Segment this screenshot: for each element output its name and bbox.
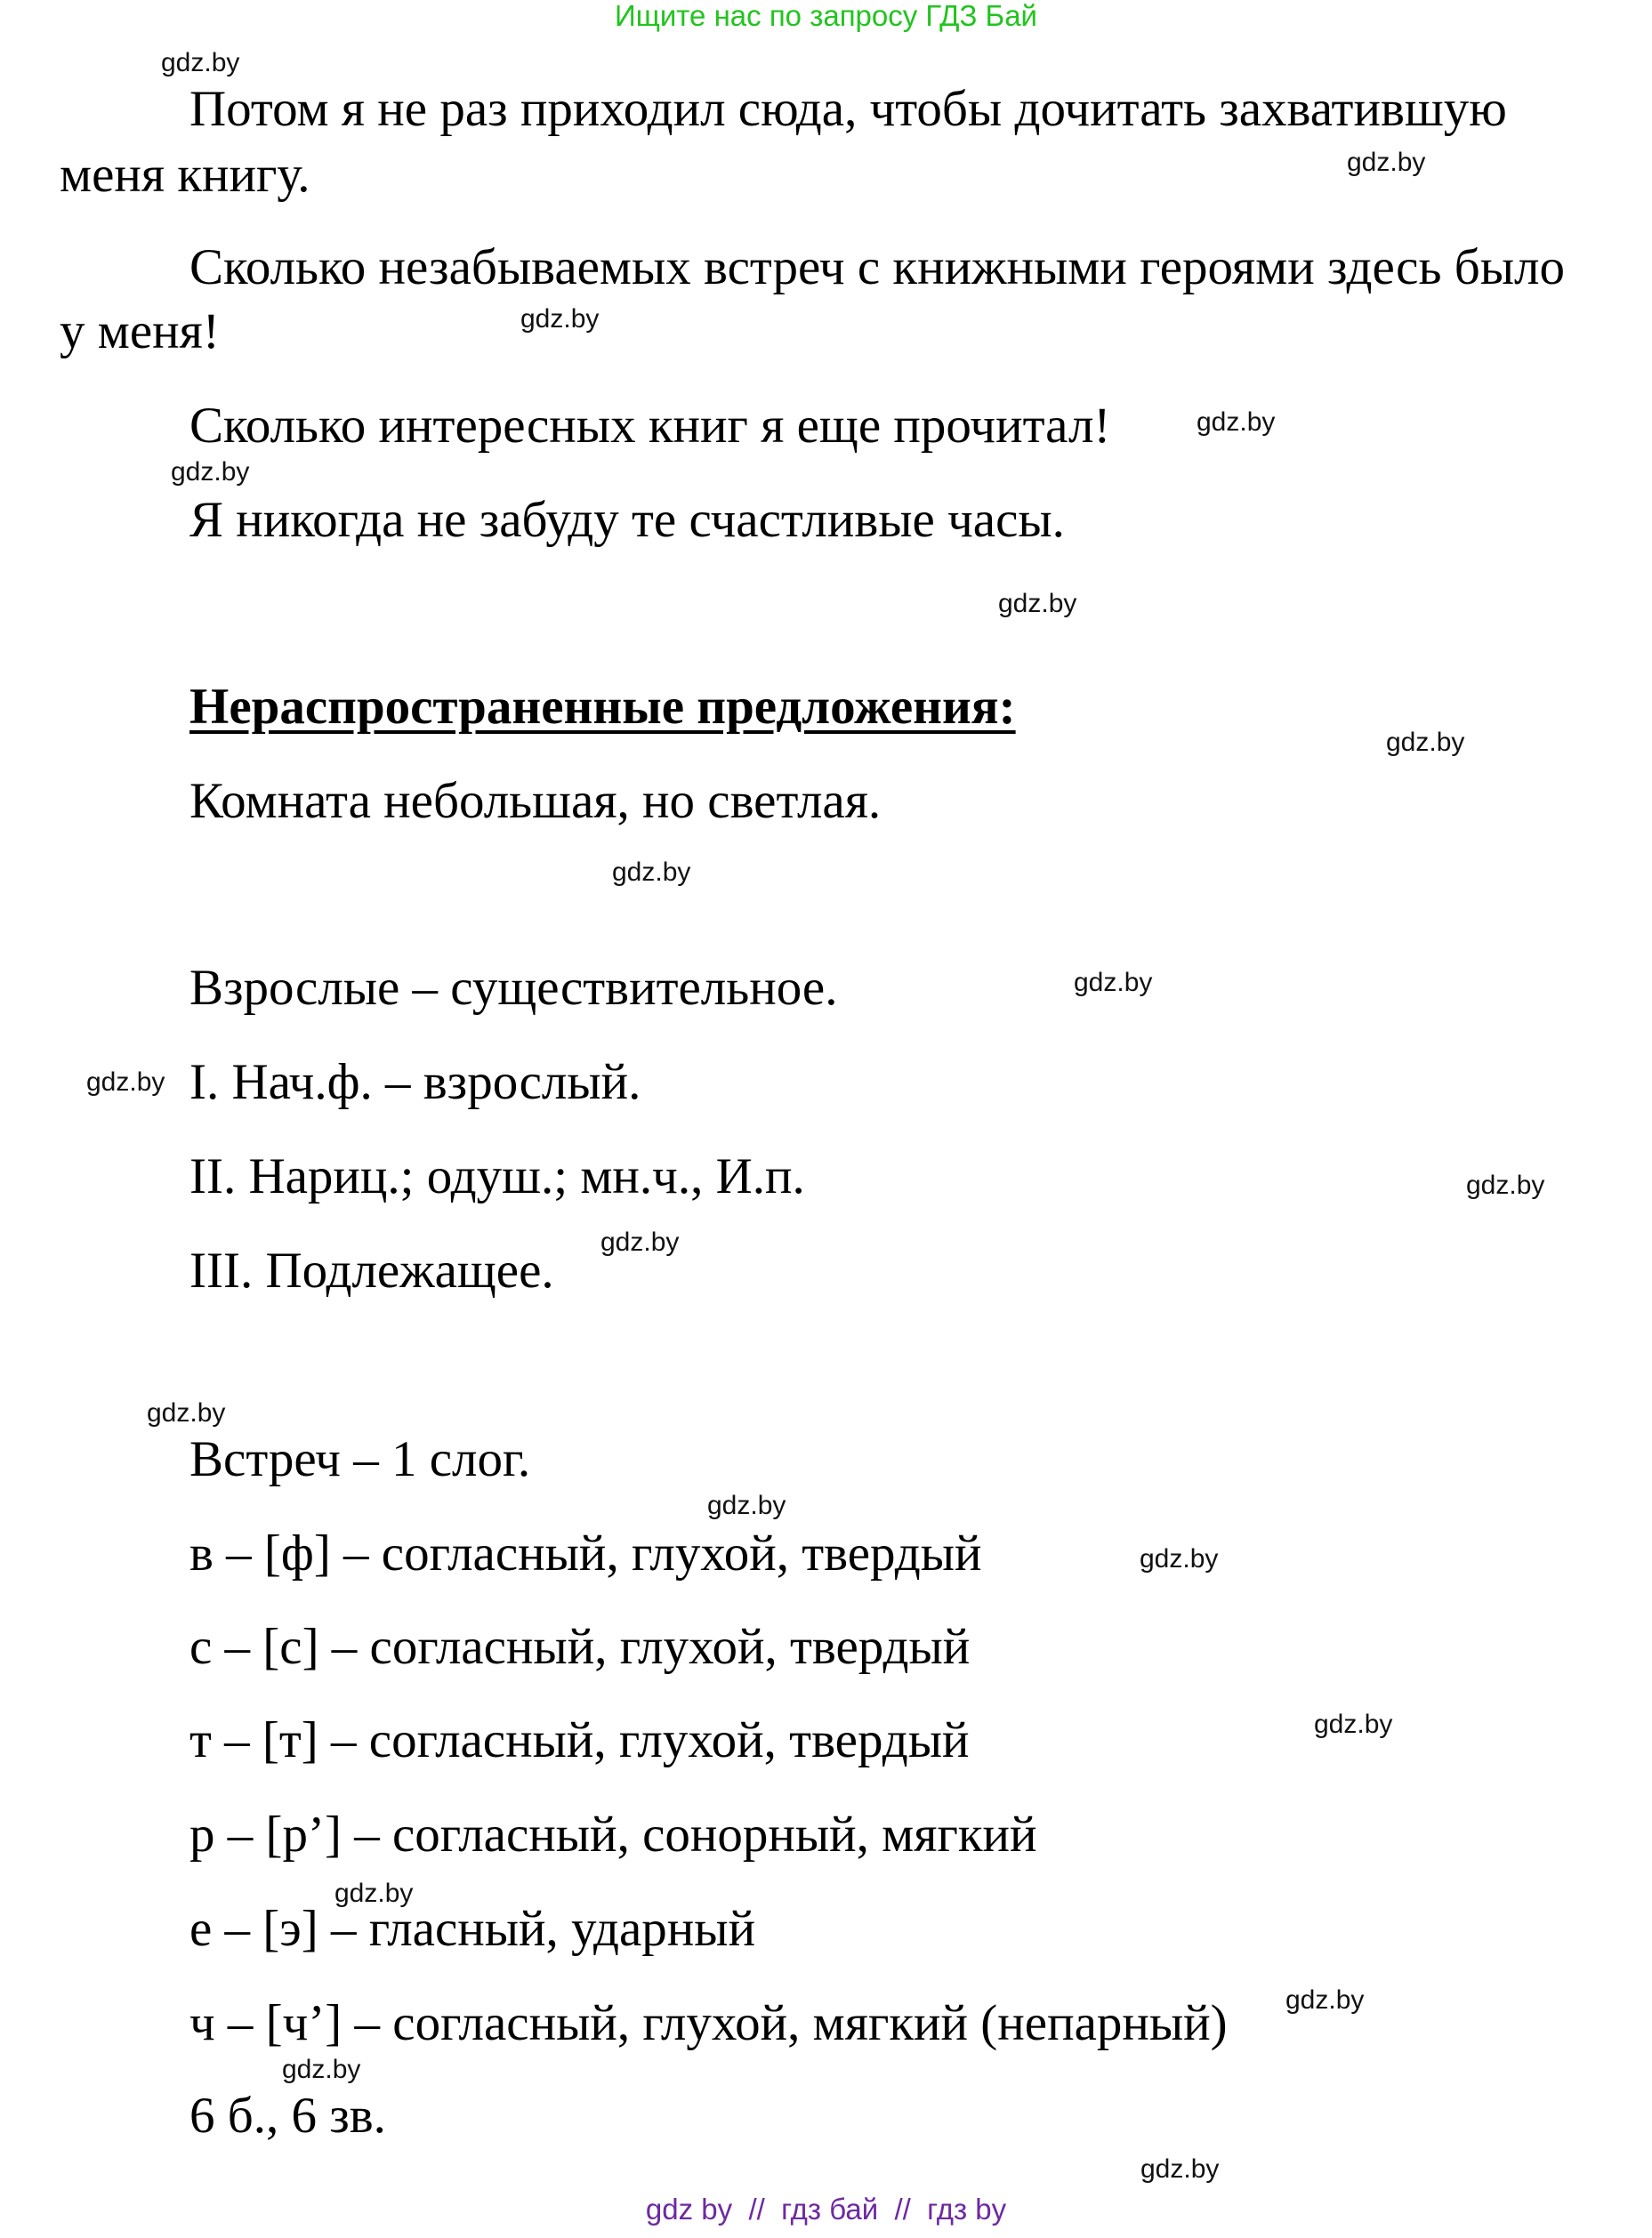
- watermark: gdz.by: [1347, 148, 1426, 177]
- watermark: gdz.by: [1140, 2154, 1220, 2184]
- watermark: gdz.by: [1074, 968, 1153, 997]
- watermark: gdz.by: [1285, 1985, 1365, 2015]
- watermark: gdz.by: [161, 48, 240, 77]
- watermark: gdz.by: [600, 1228, 680, 1257]
- phonetic-title: Встреч – 1 слог.: [189, 1431, 531, 1487]
- watermark: gdz.by: [86, 1067, 165, 1097]
- morph-title: Взрослые – существительное.: [189, 960, 838, 1016]
- paragraph-4: Я никогда не забуду те счастливые часы.: [189, 492, 1065, 548]
- watermark: gdz.by: [171, 457, 250, 487]
- watermark: gdz.by: [520, 304, 600, 334]
- paragraph-1-line-2: меня книгу.: [60, 147, 310, 203]
- section-heading: Нераспространенные предложения:: [189, 679, 1016, 735]
- phonetic-line-5: е – [э] – гласный, ударный: [189, 1901, 756, 1957]
- morph-line-2: II. Нариц.; одуш.; мн.ч., И.п.: [189, 1148, 805, 1204]
- phonetic-line-4: р – [р’] – согласный, сонорный, мягкий: [189, 1807, 1037, 1863]
- watermark: gdz.by: [1314, 1710, 1393, 1739]
- watermark: gdz.by: [1197, 407, 1276, 437]
- top-banner: Ищите нас по запросу ГДЗ Бай: [615, 0, 1037, 32]
- watermark: gdz.by: [1466, 1171, 1545, 1200]
- section-sentence: Комната небольшая, но светлая.: [189, 773, 882, 829]
- phonetic-line-1: в – [ф] – согласный, глухой, твердый: [189, 1526, 982, 1582]
- watermark: gdz.by: [334, 1879, 414, 1908]
- phonetic-line-6: ч – [ч’] – согласный, глухой, мягкий (непарный): [189, 1995, 1228, 2051]
- watermark: gdz.by: [612, 857, 691, 887]
- morph-line-1: I. Нач.ф. – взрослый.: [189, 1054, 641, 1110]
- watermark: gdz.by: [1140, 1544, 1219, 1574]
- watermark: gdz.by: [282, 2055, 361, 2084]
- paragraph-1-line-1: Потом я не раз приходил сюда, чтобы дочитать захватившую: [189, 81, 1507, 137]
- phonetic-summary: 6 б., 6 зв.: [189, 2088, 386, 2144]
- watermark: gdz.by: [147, 1398, 226, 1428]
- watermark: gdz.by: [1386, 728, 1465, 757]
- watermark: gdz.by: [707, 1491, 786, 1520]
- watermark: gdz.by: [998, 589, 1077, 618]
- phonetic-line-3: т – [т] – согласный, глухой, твердый: [189, 1712, 970, 1768]
- phonetic-line-2: с – [с] – согласный, глухой, твердый: [189, 1619, 971, 1675]
- footer-links: gdz by // гдз бай // гдз by: [645, 2193, 1007, 2226]
- paragraph-2-line-2: у меня!: [60, 303, 220, 359]
- paragraph-2-line-1: Сколько незабываемых встреч с книжными героями здесь было: [189, 239, 1565, 295]
- morph-line-3: III. Подлежащее.: [189, 1243, 554, 1299]
- paragraph-3: Сколько интересных книг я еще прочитал!: [189, 398, 1111, 454]
